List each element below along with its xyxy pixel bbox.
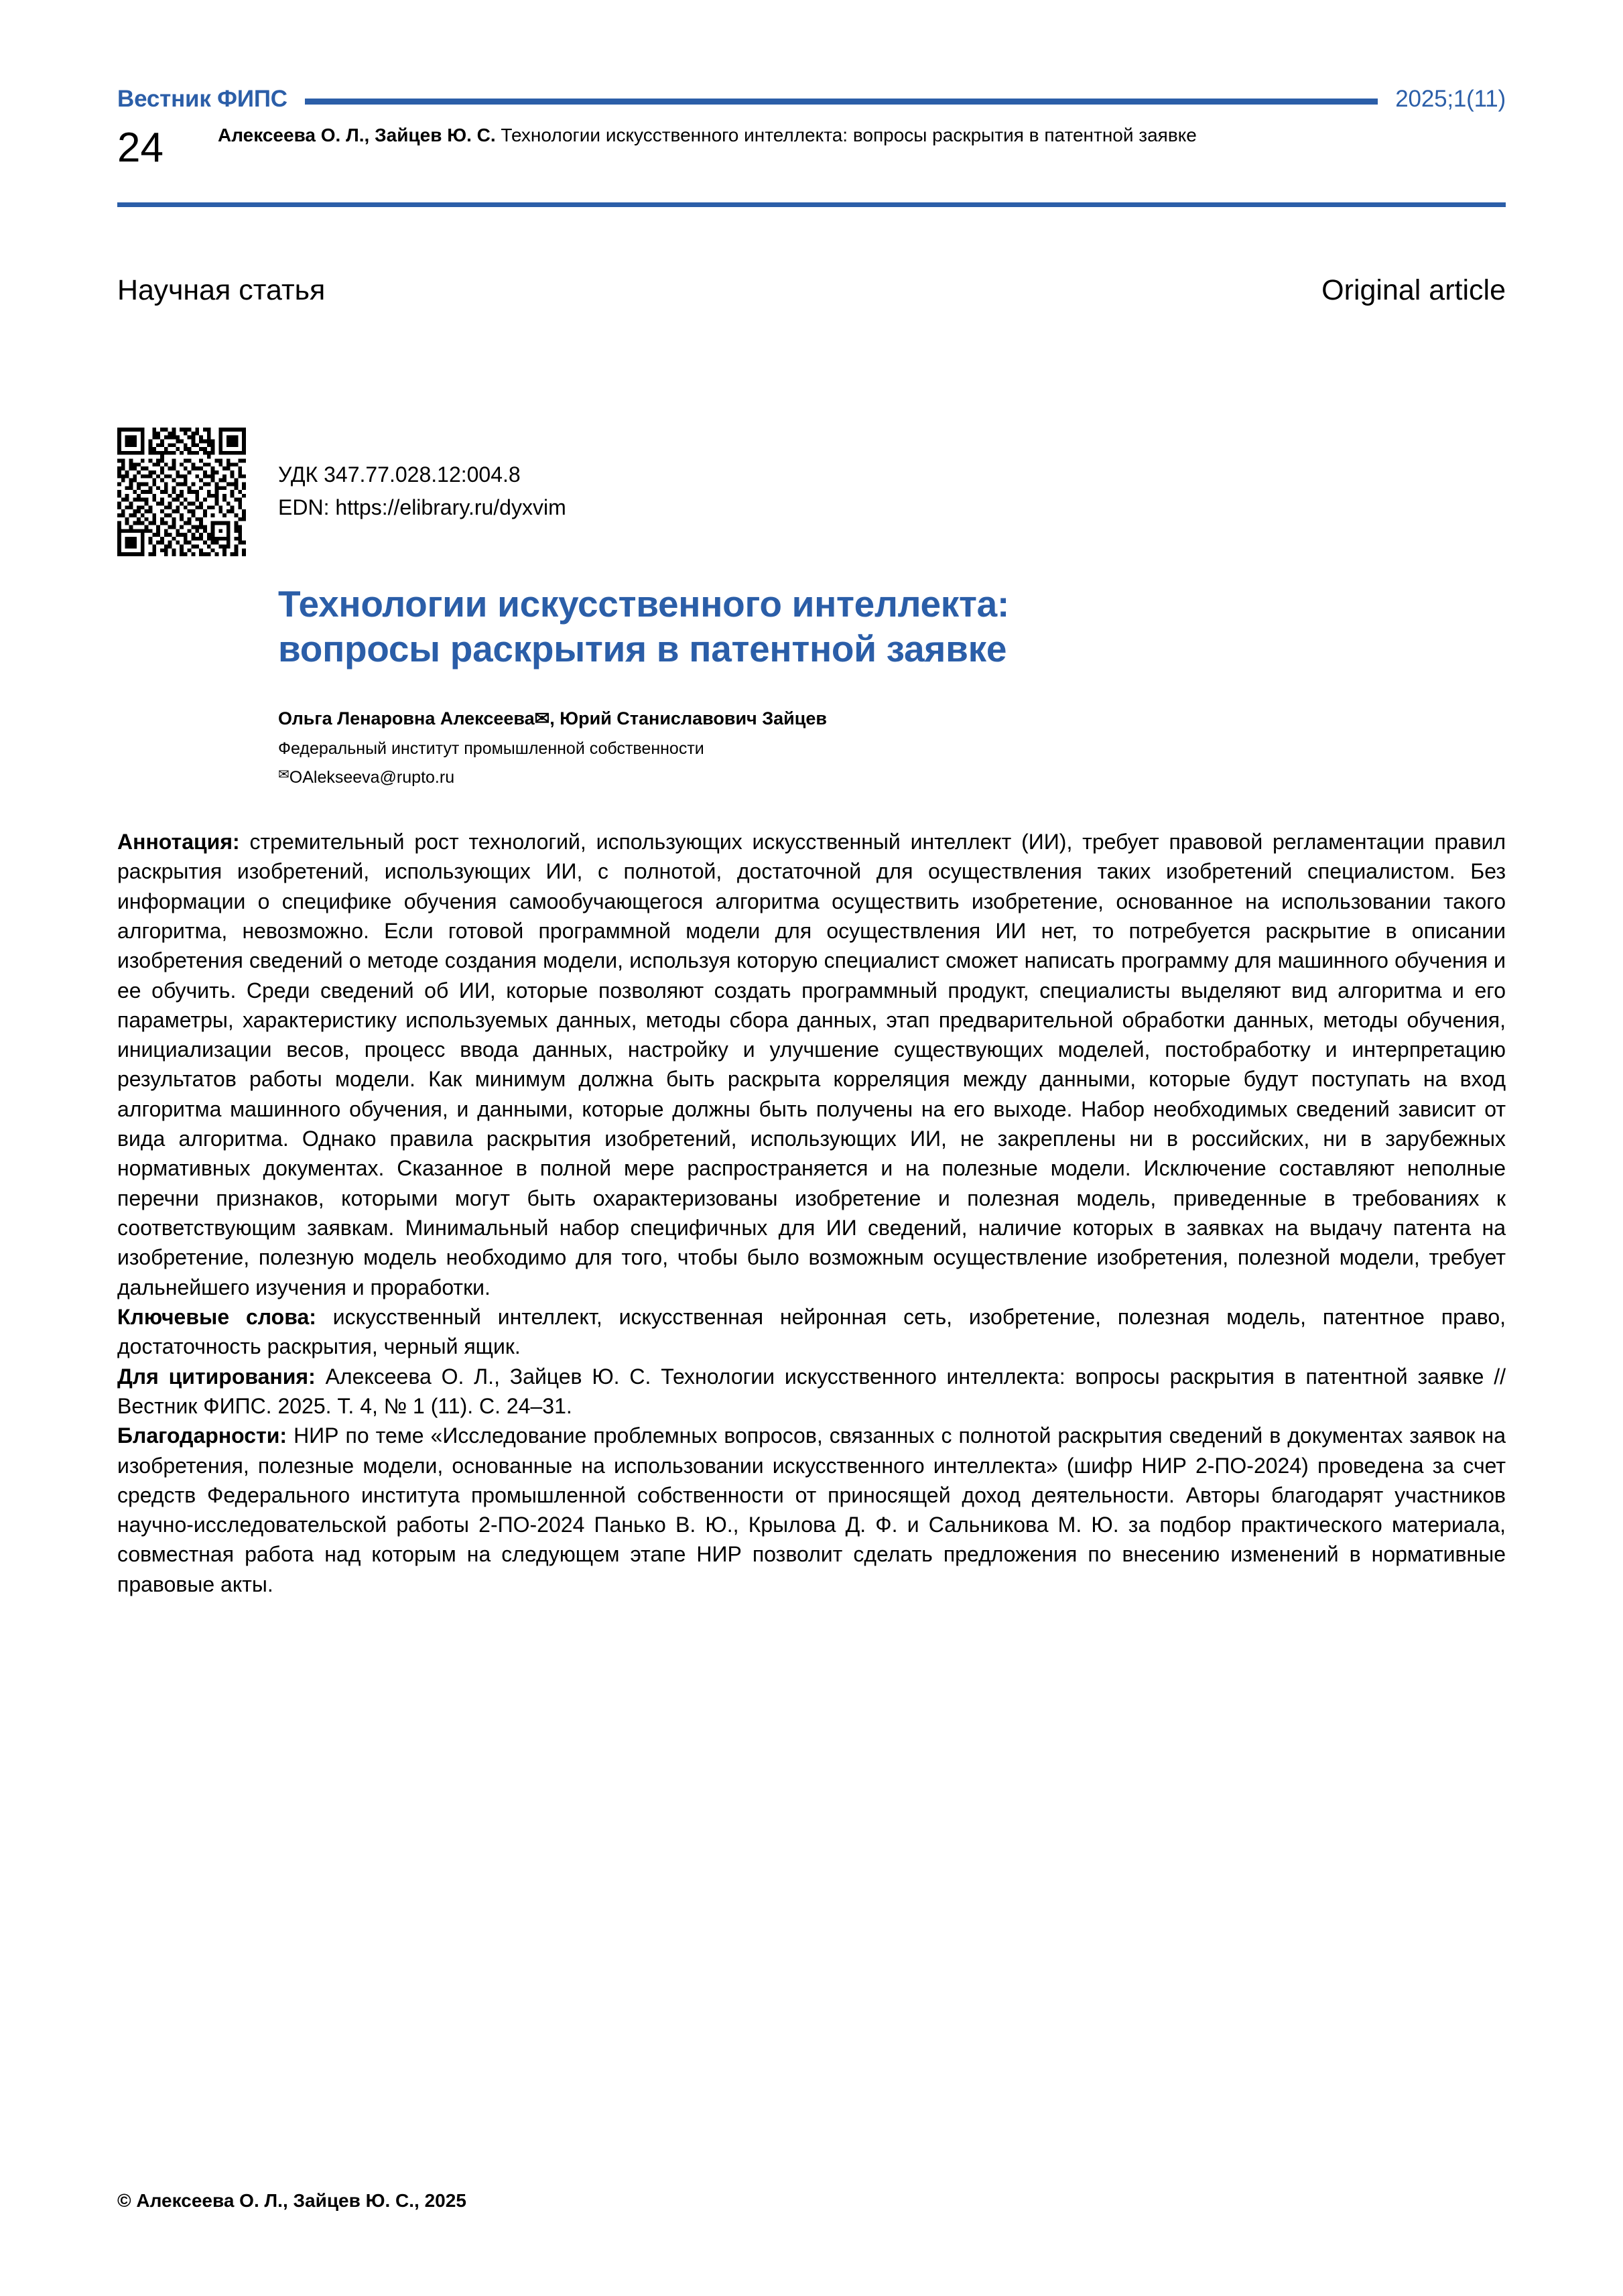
article-type-row [117, 274, 1506, 307]
author-email-line [278, 765, 1506, 789]
citation-label: Для цитирования: [117, 1364, 316, 1389]
citation-text: Алексеева О. Л., Зайцев Ю. С. Технологии искусственного интеллекта: вопросы раскрытия в патентной заявке // Вестник ФИПС. 2025. Т. 4, № 1 (11). С. 24–31. [117, 1364, 1506, 1418]
running-head [117, 118, 1506, 188]
identifier-block [117, 428, 1506, 556]
masthead [117, 0, 1506, 112]
acknowledgments-paragraph [117, 1421, 1506, 1599]
page-number: 24 [117, 125, 164, 171]
issue-label: 2025;1(11) [1395, 86, 1506, 112]
running-head-title: Технологии искусственного интеллекта: вопросы раскрытия в патентной заявке [501, 125, 1197, 145]
article-front-matter [117, 827, 1506, 1599]
author-affiliation: Федеральный институт промышленной собственности [278, 739, 704, 758]
header-divider [117, 202, 1506, 207]
keywords-label: Ключевые слова: [117, 1304, 316, 1329]
abstract-label: Аннотация: [117, 829, 240, 854]
article-type-en: Original article [1321, 274, 1506, 306]
keywords-text: искусственный интеллект, искусственная нейронная сеть, изобретение, полезная модель, патентное право, достаточность раскрытия, черный ящик. [117, 1304, 1506, 1359]
qr-code-icon [117, 428, 246, 556]
article-title: Технологии искусственного интеллекта: вопросы раскрытия в патентной заявке [278, 583, 1009, 670]
author-email[interactable]: OAlekseeva@rupto.ru [289, 767, 455, 787]
identifier-text [278, 428, 566, 523]
acknowledgments-text: НИР по теме «Исследование проблемных вопросов, связанных с полнотой раскрытия сведений в документах заявок на изобретения, полезные модели, основанные на использовании искусственного интеллекта» (шифр НИР 2-ПО-2024) проведена за счет средств Федерального института промышленной собственности от приносящей доход деятельности. Авторы благодарят участников научно-исследовательской работы 2-ПО-2024 Панько В. Ю., Крылова Д. Ф. и Сальникова М. Ю. за подбор практического материала, совместная работа над которым на следующем этапе НИР позволит сделать предложения по внесению изменений в нормативные правовые акты. [117, 1423, 1506, 1596]
masthead-divider [305, 99, 1378, 105]
edn-line[interactable]: EDN: https://elibrary.ru/dyxvim [278, 495, 566, 519]
author-names: Ольга Ленаровна Алексеева✉, Юрий Станиславович Зайцев [278, 708, 827, 729]
envelope-icon: ✉ [278, 765, 289, 782]
article-type-ru: Научная статья [117, 274, 326, 306]
abstract-text: стремительный рост технологий, использующих искусственный интеллект (ИИ), требует правовой регламентации правил раскрытия изобретений, использующих ИИ, с полнотой, достаточной для осуществления таких изобретений специалистом. Без информации о специфике обучения самообучающегося алгоритма осуществить изобретение, основанное на использовании такого алгоритма, невозможно. Если готовой программной модели для осуществления ИИ нет, то потребуется раскрытие в описании изобретения сведений о методе создания модели, используя которую специалист сможет написать программу для машинного обучения и ее обучить. Среди сведений об ИИ, которые позволяют создать программный продукт, специалисты выделяют вид алгоритма и его параметры, характеристику используемых данных, методы сбора данных, этап предварительной обработки данных, методы обучения, инициализации весов, процесс ввода данных, настройку и улучшение существующих моделей, постобработку и интерпретацию результатов работы модели. Как минимум должна быть раскрыта корреляция между данными, которые будут поступать на вход алгоритма машинного обучения, и данными, которые должны быть получены на его выходе. Набор необходимых сведений зависит от вида алгоритма. Однако правила раскрытия изобретений, использующих ИИ, не закреплены ни в российских, ни в зарубежных нормативных документах. Сказанное в полной мере распространяется и на полезные модели. Исключение составляют неполные перечни признаков, которыми могут быть охарактеризованы изобретение и полезная модель, приведенные в требованиях к соответствующим заявкам. Минимальный набор специфичных для ИИ сведений, наличие которых в заявках на выдачу патента на изобретение, полезную модель необходимо для того, чтобы было возможным осуществление изобретения, полезной модели, требует дальнейшего изучения и проработки. [117, 829, 1506, 1299]
copyright-notice: © Алексеева О. Л., Зайцев Ю. С., 2025 [117, 2190, 466, 2211]
keywords-paragraph [117, 1302, 1506, 1362]
journal-title: Вестник ФИПС [117, 86, 287, 112]
running-head-text [218, 118, 1236, 149]
running-head-authors: Алексеева О. Л., Зайцев Ю. С. [218, 125, 496, 145]
udk-line: УДК 347.77.028.12:004.8 [278, 462, 521, 487]
abstract-paragraph [117, 827, 1506, 1302]
citation-paragraph [117, 1362, 1506, 1421]
acknowledgments-label: Благодарности: [117, 1423, 287, 1448]
